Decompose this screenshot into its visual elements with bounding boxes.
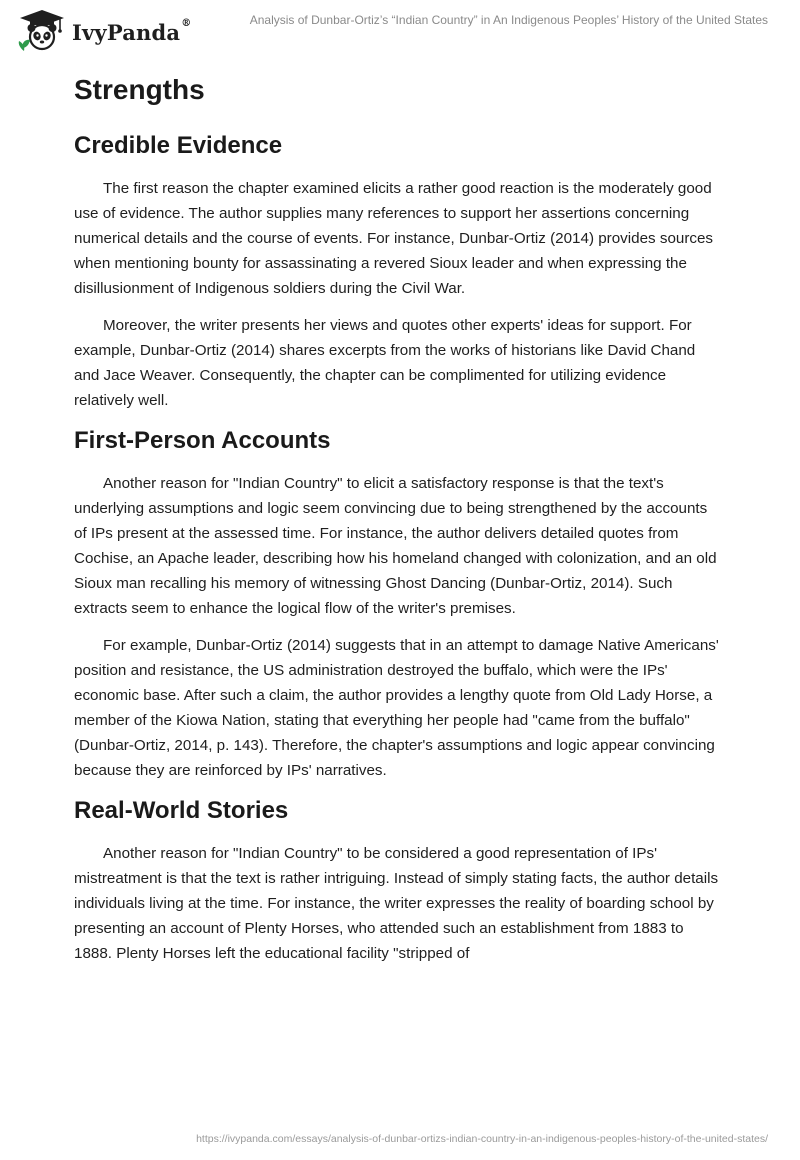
paragraph: Moreover, the writer presents her views and quotes other experts' ideas for support. For example, Dunbar-Ortiz (2014) shares excerpts from the works of historians like David Chand and Jace Weaver. Consequently, the chapter can be complimented for utilizing evidence relatively well. [74,317,696,409]
section-heading: Real-World Stories [74,797,289,824]
paragraph: For example, Dunbar-Ortiz (2014) suggests that in an attempt to damage Native Americans' position and resistance, the US administration destroyed the buffalo, which were the IPs' economic base. After such a claim, the author provides a lengthy quote from Old Lady Horse, a member of the Kiowa Nation, stating that everything her people had "came from the buffalo" (Dunbar-Ortiz, 2014, p. 143). Therefore, the chapter's assumptions and logic appear convincing because they are reinforced by IPs' narratives. [74,637,719,779]
paragraph: The first reason the chapter examined elicits a rather good reaction is the moderately good use of evidence. The author supplies many references to support her assertions concerning numerical details and the course of events. For instance, Dunbar-Ortiz (2014) provides sources when mentioning bounty for assassinating a revered Sioux leader and when expressing the disillusionment of Indigenous soldiers during the Civil War. [74,180,714,297]
panda-graduate-icon [14,8,70,52]
essay-body [74,70,724,978]
section-heading: Credible Evidence [74,132,283,159]
page-header [0,0,800,60]
registered-mark: ® [181,17,192,29]
document-title: Analysis of Dunbar-Ortiz’s “Indian Country” in An Indigenous Peoples’ History of the United States [249,13,768,27]
paragraph: Another reason for "Indian Country" to elicit a satisfactory response is that the text's underlying assumptions and logic seem convincing due to being strengthened by the accounts of IPs present at the assessed time. For instance, the author delivers detailed quotes from Cochise, an Apache leader, describing how his homeland changed with colonization, and an old Sioux man recalling his memory of witnessing Ghost Dancing (Dunbar-Ortiz, 2014). Such extracts seem to enhance the logical flow of the writer's premises. [74,475,717,617]
section-credible-evidence [74,130,724,413]
source-url[interactable]: https://ivypanda.com/essays/analysis-of-dunbar-ortizs-indian-country-in-an-indigenous-peoples-history-of-the-united-states/ [196,1133,768,1145]
brand-name: IvyPanda® [72,17,192,45]
section-real-world-stories [74,795,724,966]
section-first-person-accounts [74,425,724,783]
page-title: Strengths [74,74,205,105]
paragraph: Another reason for "Indian Country" to be considered a good representation of IPs' mistreatment is that the text is rather intriguing. Instead of simply stating facts, the author details individuals living at the time. For instance, the writer expresses the reality of boarding school by presenting an account of Plenty Horses, who attended such an establishment from 1883 to 1888. Plenty Horses left the educational facility "stripped of [74,845,719,962]
brand-logo[interactable] [14,8,191,52]
section-heading: First-Person Accounts [74,427,331,454]
